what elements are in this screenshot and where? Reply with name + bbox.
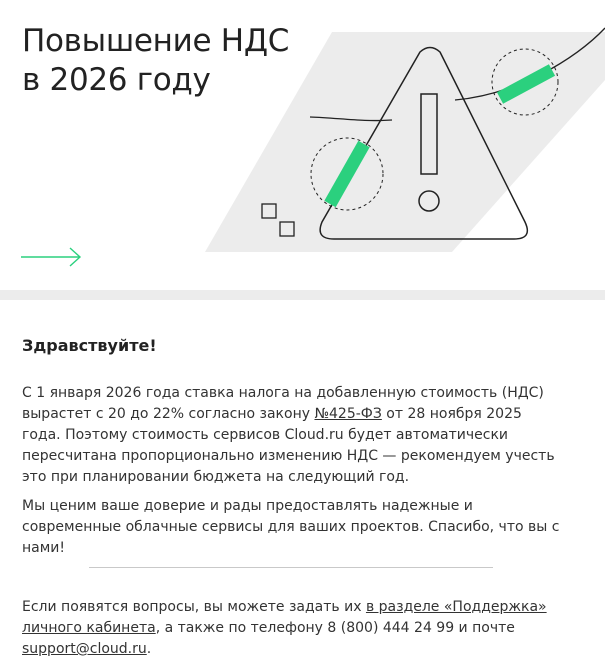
arrow-right-icon[interactable] xyxy=(21,248,80,266)
paragraph-vat xyxy=(22,383,561,488)
divider xyxy=(89,567,493,568)
paragraph-thanks: Мы ценим ваше доверие и рады предоставлять надежные и современные облачные сервисы для ваших проектов. Спасибо, что вы с нами! xyxy=(22,498,560,556)
footer-text xyxy=(22,597,561,660)
law-link[interactable]: №425-ФЗ xyxy=(314,406,382,422)
footer-prefix: Если появятся вопросы, вы можете задать их xyxy=(22,599,366,615)
greeting: Здравствуйте! xyxy=(22,336,157,355)
banner-title-line1: Повышение НДС xyxy=(22,23,290,59)
footer-phone: , а также по телефону 8 (800) 444 24 99 и почте xyxy=(155,620,515,636)
letter-body xyxy=(0,300,605,660)
support-email-link[interactable]: support@cloud.ru xyxy=(22,641,147,657)
paragraph-text: от 28 ноября 2025 года. Поэтому стоимость сервисов Cloud.ru будет автоматически пересчитана пропорционально изменению НДС — рекомендуем учесть это при планировании бюджета на следующий год. xyxy=(22,406,555,485)
banner-title xyxy=(22,22,289,100)
support-section-link[interactable]: в разделе «Поддержка» личного кабинета xyxy=(22,599,547,636)
paragraph-text: С 1 января 2026 года ставка налога на добавленную стоимость (НДС) вырастет с 20 до 22% согласно закону xyxy=(22,385,544,422)
banner-title-line2: в 2026 году xyxy=(22,62,211,98)
footer-end: . xyxy=(146,641,152,657)
section-separator xyxy=(0,290,605,300)
banner xyxy=(0,0,605,290)
